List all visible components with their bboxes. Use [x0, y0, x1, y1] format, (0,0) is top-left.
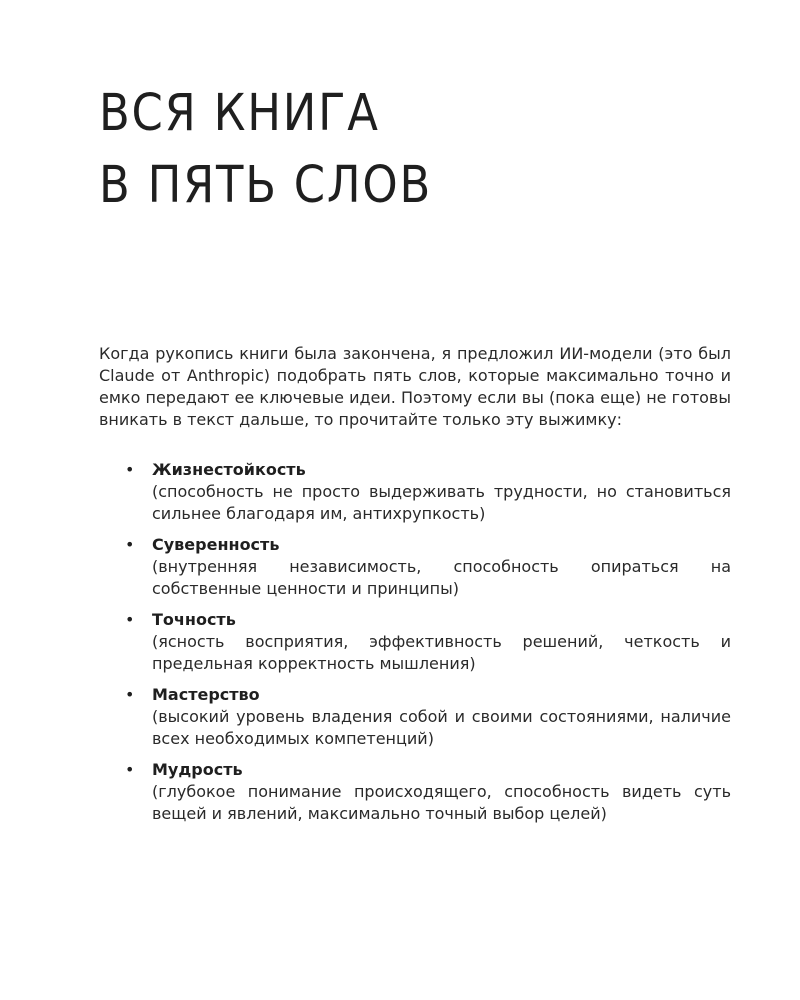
list-item — [99, 534, 731, 600]
bullet-icon: • — [125, 535, 135, 554]
list-item — [99, 684, 731, 750]
title-line-1: ВСЯ КНИГА — [99, 84, 380, 143]
bullet-icon: • — [125, 685, 135, 704]
list-item-description: (внутренняя независимость, способность опираться на собственные ценности и принципы) — [152, 557, 731, 598]
title-line-2: В ПЯТЬ СЛОВ — [99, 156, 433, 215]
list-item-term: Мастерство — [152, 685, 260, 704]
bullet-icon: • — [125, 460, 135, 479]
intro-paragraph: Когда рукопись книги была закончена, я предложил ИИ-модели (это был Claude от Anthropic) подобрать пять слов, которые максимально точно и емко передают ее ключевые идеи. Поэтому если вы (пока еще) не готовы вникать в текст дальше, то прочитайте только эту выжимку: — [99, 344, 731, 429]
list-item-term: Жизнестойкость — [152, 460, 306, 479]
list-item-term: Суверенность — [152, 535, 280, 554]
list-item — [99, 459, 731, 525]
bullet-icon: • — [125, 610, 135, 629]
page-title — [99, 78, 662, 222]
list-item — [99, 759, 731, 825]
list-item-description: (высокий уровень владения собой и своими состояниями, наличие всех необходимых компетенций) — [152, 707, 731, 748]
list-item-description: (глубокое понимание происходящего, способность видеть суть вещей и явлений, максимально точный выбор целей) — [152, 782, 731, 823]
bullet-icon: • — [125, 760, 135, 779]
list-item-description: (ясность восприятия, эффективность решений, четкость и предельная корректность мышления) — [152, 632, 731, 673]
list-item — [99, 609, 731, 675]
list-item-description: (способность не просто выдерживать трудности, но становиться сильнее благодаря им, антихрупкость) — [152, 482, 731, 523]
list-item-term: Мудрость — [152, 760, 243, 779]
list-item-term: Точность — [152, 610, 236, 629]
five-words-list — [99, 459, 731, 834]
